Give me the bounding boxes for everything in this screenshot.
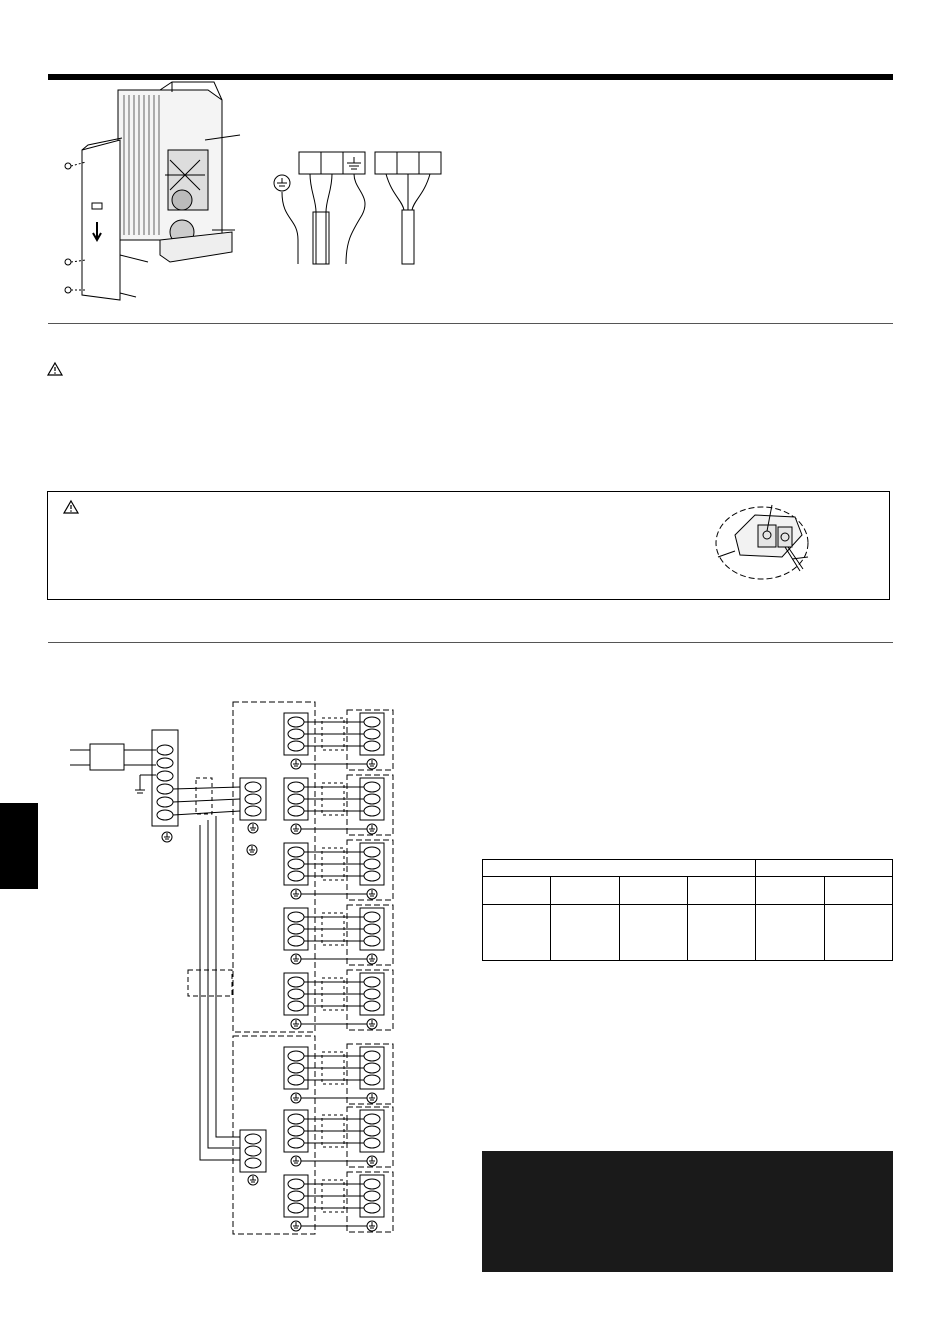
terminal-screw [245,1158,261,1168]
terminal-screw [364,1001,380,1011]
terminal-screw [288,717,304,727]
terminal-screw [364,1126,380,1136]
spec-table [482,859,893,961]
ground-mark [293,1157,299,1163]
terminal-screw [364,1051,380,1061]
ground-mark [249,846,255,852]
indoor-unit-outline [347,1172,393,1232]
spec-body-cell [551,905,619,961]
ground-mark [369,890,375,896]
section-divider [48,642,893,643]
terminal-screw [288,1001,304,1011]
indoor-unit-outline [347,1044,393,1104]
terminal-screw [288,1051,304,1061]
indoor-unit-outline [347,905,393,965]
ground-mark [250,1176,256,1182]
outdoor-unit-illustration [0,0,950,320]
terminal-screw [288,924,304,934]
terminal-screw [364,1075,380,1085]
ground-mark [164,833,170,839]
notice-panel [482,1151,893,1272]
spec-body-cell [687,905,755,961]
power-supply-wire [70,750,90,765]
terminal-screw [364,1191,380,1201]
indoor-connection-wire [304,982,364,1006]
terminal-screw [288,1138,304,1148]
spec-subheader-cell [551,877,619,905]
terminal-screw [364,741,380,751]
terminal-screw [364,936,380,946]
terminal-screw [364,871,380,881]
ground-mark [293,825,299,831]
spec-subheader-cell [619,877,687,905]
indoor-connection-wire [304,787,364,811]
terminal-screw [157,758,173,768]
warning-triangle-icon [47,362,63,376]
terminal-screw [288,729,304,739]
terminal-screw [157,771,173,781]
ground-mark [369,955,375,961]
terminal-screw [288,1075,304,1085]
power-supply-wire [124,750,156,765]
ground-mark [369,1157,375,1163]
terminal-screw [288,794,304,804]
ground-mark [293,760,299,766]
terminal-screw [364,806,380,816]
terminal-screw [288,871,304,881]
terminal-screw [288,1114,304,1124]
terminal-screw [364,912,380,922]
terminal-screw [364,859,380,869]
breaker-box [90,744,124,770]
terminal-screw [288,1063,304,1073]
terminal-screw [245,794,261,804]
terminal-screw [364,782,380,792]
spec-body-cell [483,905,551,961]
terminal-screw [157,784,173,794]
ground-mark [250,824,256,830]
terminal-screw [245,806,261,816]
outdoor-terminal-block [152,730,178,826]
terminal-screw [288,806,304,816]
indoor-connection-wire [304,917,364,941]
terminal-screw [288,936,304,946]
terminal-screw [364,989,380,999]
terminal-screw [364,1138,380,1148]
ground-mark [293,1222,299,1228]
terminal-screw [245,1146,261,1156]
spec-subheader-cell [687,877,755,905]
indoor-unit-outline [347,1107,393,1167]
indoor-connection-wire [304,1184,364,1208]
terminal-screw [364,729,380,739]
cable-group-outline [196,778,212,814]
terminal-screw [364,924,380,934]
terminal-screw [157,810,173,820]
indoor-unit-outline [347,840,393,900]
ground-mark [293,890,299,896]
connection-wire [173,787,240,815]
ground-mark [293,955,299,961]
ground-mark [369,1094,375,1100]
connection-wire [200,816,240,1160]
indoor-unit-outline [347,710,393,770]
language-tab [0,803,38,889]
terminal-screw [288,1126,304,1136]
terminal-screw [245,1134,261,1144]
terminal-screw [288,912,304,922]
spec-body-cell [824,905,892,961]
indoor-connection-wire [304,1119,364,1143]
spec-body-cell [619,905,687,961]
terminal-screw [364,1203,380,1213]
ground-mark [369,825,375,831]
terminal-screw [288,1191,304,1201]
cable-group-outline [188,970,232,996]
spec-subheader-cell [483,877,551,905]
spec-header-cell [483,860,756,877]
terminal-screw [288,741,304,751]
terminal-screw [288,859,304,869]
terminal-screw [288,977,304,987]
earth-wire [135,775,156,793]
branch-terminal-block [240,778,266,820]
terminal-screw [245,782,261,792]
indoor-unit-outline [347,775,393,835]
ground-mark [369,1222,375,1228]
terminal-screw [364,717,380,727]
terminal-screw [288,1203,304,1213]
terminal-screw [364,977,380,987]
terminal-screw [364,1063,380,1073]
spec-subheader-cell [824,877,892,905]
terminal-screw [288,782,304,792]
terminal-screw [364,847,380,857]
section-divider [48,323,893,324]
terminal-screw [364,1114,380,1124]
indoor-connection-wire [304,852,364,876]
terminal-screw [157,745,173,755]
terminal-screw [288,847,304,857]
terminal-screw [364,794,380,804]
ground-mark [293,1020,299,1026]
warning-triangle-icon [63,500,79,514]
terminal-detail-illustration [700,495,820,590]
spec-header-cell [756,860,893,877]
terminal-screw [288,989,304,999]
spec-subheader-cell [756,877,824,905]
ground-mark [369,760,375,766]
ground-mark [293,1094,299,1100]
terminal-screw [157,797,173,807]
terminal-screw [288,1179,304,1189]
wiring-diagram [0,690,420,1250]
indoor-unit-outline [347,970,393,1030]
indoor-connection-wire [304,1056,364,1080]
spec-body-cell [756,905,824,961]
branch-terminal-block [240,1130,266,1172]
ground-mark [369,1020,375,1026]
terminal-screw [364,1179,380,1189]
indoor-connection-wire [304,722,364,746]
